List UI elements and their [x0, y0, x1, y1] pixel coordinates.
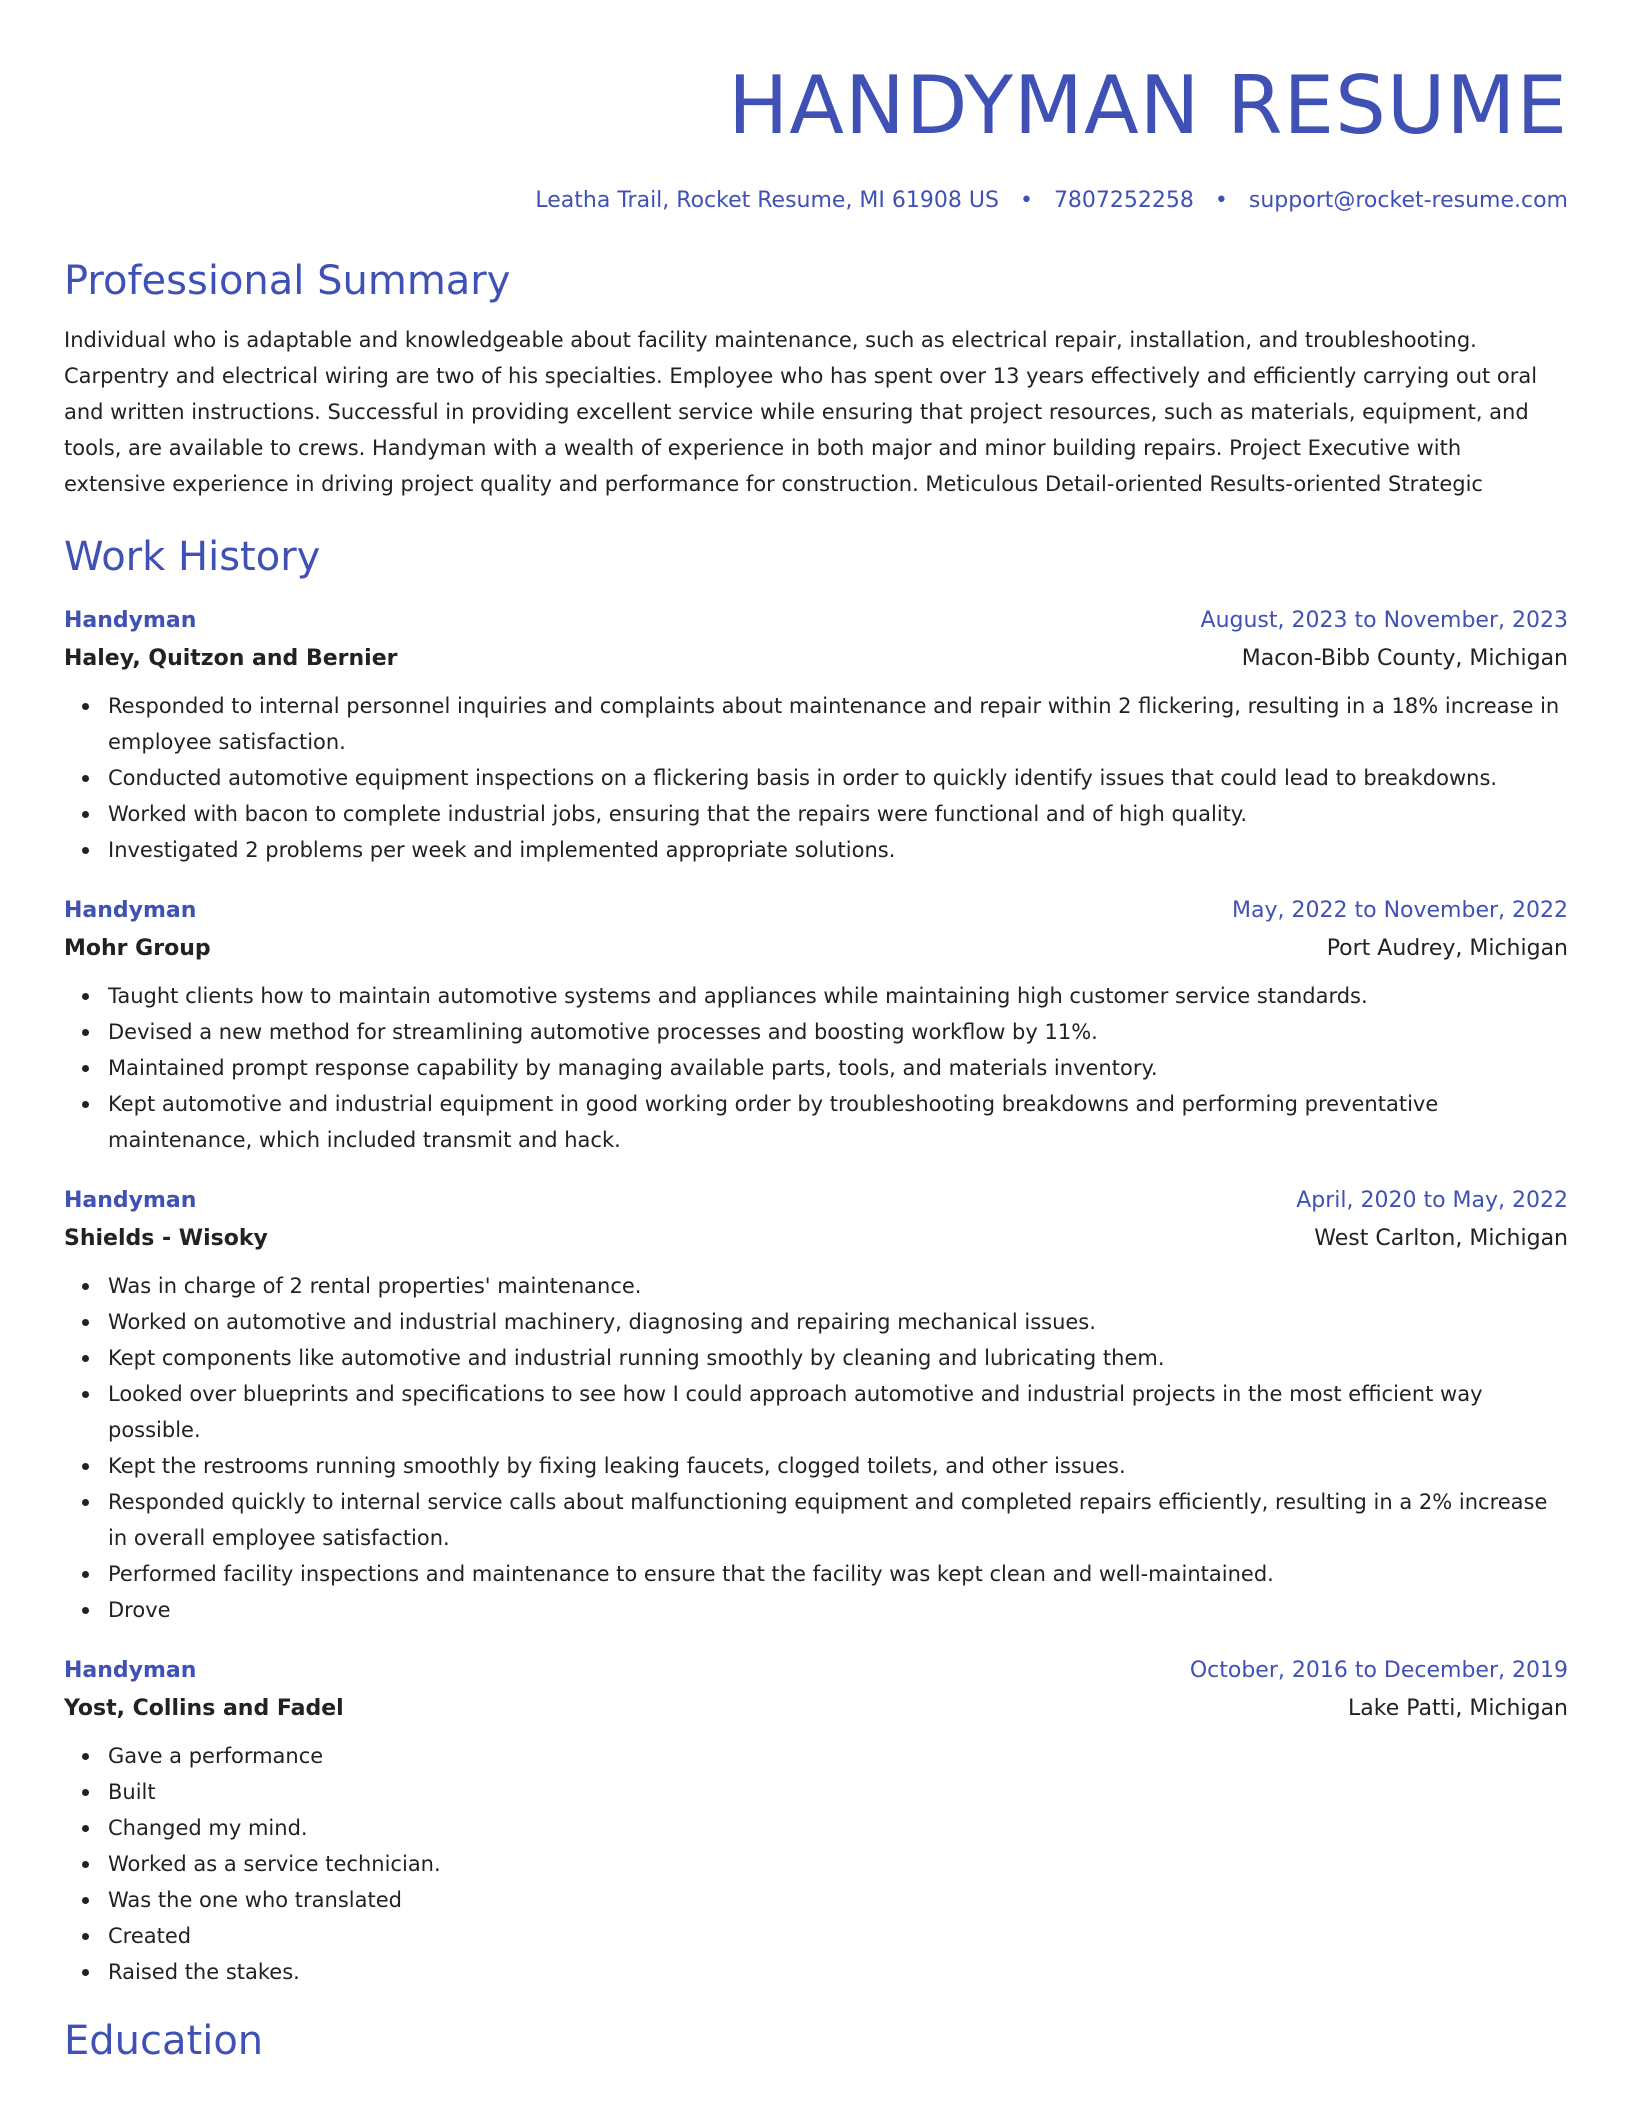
list-item: Kept the restrooms running smoothly by fixing leaking faucets, clogged toilets, and other issues. — [108, 1448, 1568, 1484]
summary-text: Individual who is adaptable and knowledgeable about facility maintenance, such as electrical repair, installation, and troubleshooting. Carpentry and electrical wiring are two of his specialties. Employee who has spent over 13 years effectively and efficiently carrying out oral and written instructions. Successful in providing excellent service while ensuring that project resources, such as materials, equipment, and tools, are available to crews. Handyman with a wealth of experience in both major and minor building repairs. Project Executive with extensive experience in driving project quality and performance for construction. Meticulous Detail-oriented Results-oriented Strategic — [64, 328, 1538, 496]
list-item: Responded quickly to internal service calls about malfunctioning equipment and completed repairs efficiently, resulting in a 2% increase in overall employee satisfaction. — [108, 1484, 1568, 1556]
job-bullets — [64, 688, 1568, 868]
page-title: HANDYMAN RESUME — [728, 59, 1568, 152]
job-location: West Carlton, Michigan — [1314, 1226, 1568, 1251]
education-heading: Education — [64, 2018, 264, 2064]
work-history-heading: Work History — [64, 534, 321, 580]
company-name: Shields - Wisoky — [64, 1226, 268, 1251]
education-section — [64, 2016, 1568, 2066]
list-item: Was the one who translated — [108, 1882, 1568, 1918]
job-dates: April, 2020 to May, 2022 — [1296, 1188, 1568, 1213]
job-entry — [64, 1182, 1568, 1628]
job-entry — [64, 1652, 1568, 1990]
contact-line — [64, 186, 1568, 216]
list-item: Changed my mind. — [108, 1810, 1568, 1846]
contact-email: support@rocket-resume.com — [1248, 188, 1568, 213]
job-location: Macon-Bibb County, Michigan — [1241, 646, 1568, 671]
job-bullets — [64, 1268, 1568, 1628]
job-entry — [64, 892, 1568, 1158]
job-bullets — [64, 978, 1568, 1158]
list-item: Kept automotive and industrial equipment in good working order by troubleshooting breakdowns and performing preventative maintenance, which included transmit and hack. — [108, 1086, 1568, 1158]
job-bullets — [64, 1738, 1568, 1990]
summary-heading: Professional Summary — [64, 258, 511, 304]
job-title: Handyman — [64, 898, 197, 923]
job-title: Handyman — [64, 608, 197, 633]
list-item: Worked with bacon to complete industrial jobs, ensuring that the repairs were functional and of high quality. — [108, 796, 1568, 832]
list-item: Gave a performance — [108, 1738, 1568, 1774]
list-item: Created — [108, 1918, 1568, 1954]
contact-phone: 7807252258 — [1053, 188, 1194, 213]
summary-section — [64, 256, 1568, 502]
list-item: Looked over blueprints and specifications to see how I could approach automotive and industrial projects in the most efficient way possible. — [108, 1376, 1568, 1448]
list-item: Responded to internal personnel inquiries and complaints about maintenance and repair within 2 flickering, resulting in a 18% increase in employee satisfaction. — [108, 688, 1568, 760]
job-title: Handyman — [64, 1658, 197, 1683]
company-name: Yost, Collins and Fadel — [64, 1696, 344, 1721]
list-item: Devised a new method for streamlining automotive processes and boosting workflow by 11%. — [108, 1014, 1568, 1050]
list-item: Kept components like automotive and industrial running smoothly by cleaning and lubricating them. — [108, 1340, 1568, 1376]
list-item: Performed facility inspections and maintenance to ensure that the facility was kept clean and well-maintained. — [108, 1556, 1568, 1592]
list-item: Maintained prompt response capability by managing available parts, tools, and materials inventory. — [108, 1050, 1568, 1086]
list-item: Worked as a service technician. — [108, 1846, 1568, 1882]
job-location: Lake Patti, Michigan — [1348, 1696, 1568, 1721]
list-item: Raised the stakes. — [108, 1954, 1568, 1990]
list-item: Taught clients how to maintain automotive systems and appliances while maintaining high customer service standards. — [108, 978, 1568, 1014]
job-dates: August, 2023 to November, 2023 — [1200, 608, 1568, 633]
list-item: Built — [108, 1774, 1568, 1810]
contact-address: Leatha Trail, Rocket Resume, MI 61908 US — [535, 188, 999, 213]
list-item: Was in charge of 2 rental properties' maintenance. — [108, 1268, 1568, 1304]
contact-separator: • — [1019, 188, 1033, 213]
list-item: Investigated 2 problems per week and implemented appropriate solutions. — [108, 832, 1568, 868]
job-title: Handyman — [64, 1188, 197, 1213]
resume-header — [64, 56, 1568, 216]
job-location: Port Audrey, Michigan — [1326, 936, 1568, 961]
job-dates: October, 2016 to December, 2019 — [1189, 1658, 1568, 1683]
job-dates: May, 2022 to November, 2022 — [1232, 898, 1568, 923]
contact-separator: • — [1214, 188, 1228, 213]
company-name: Haley, Quitzon and Bernier — [64, 646, 398, 671]
list-item: Worked on automotive and industrial machinery, diagnosing and repairing mechanical issues. — [108, 1304, 1568, 1340]
company-name: Mohr Group — [64, 936, 211, 961]
list-item: Conducted automotive equipment inspections on a flickering basis in order to quickly identify issues that could lead to breakdowns. — [108, 760, 1568, 796]
list-item: Drove — [108, 1592, 1568, 1628]
job-entry — [64, 602, 1568, 868]
work-history-section — [64, 532, 1568, 1990]
